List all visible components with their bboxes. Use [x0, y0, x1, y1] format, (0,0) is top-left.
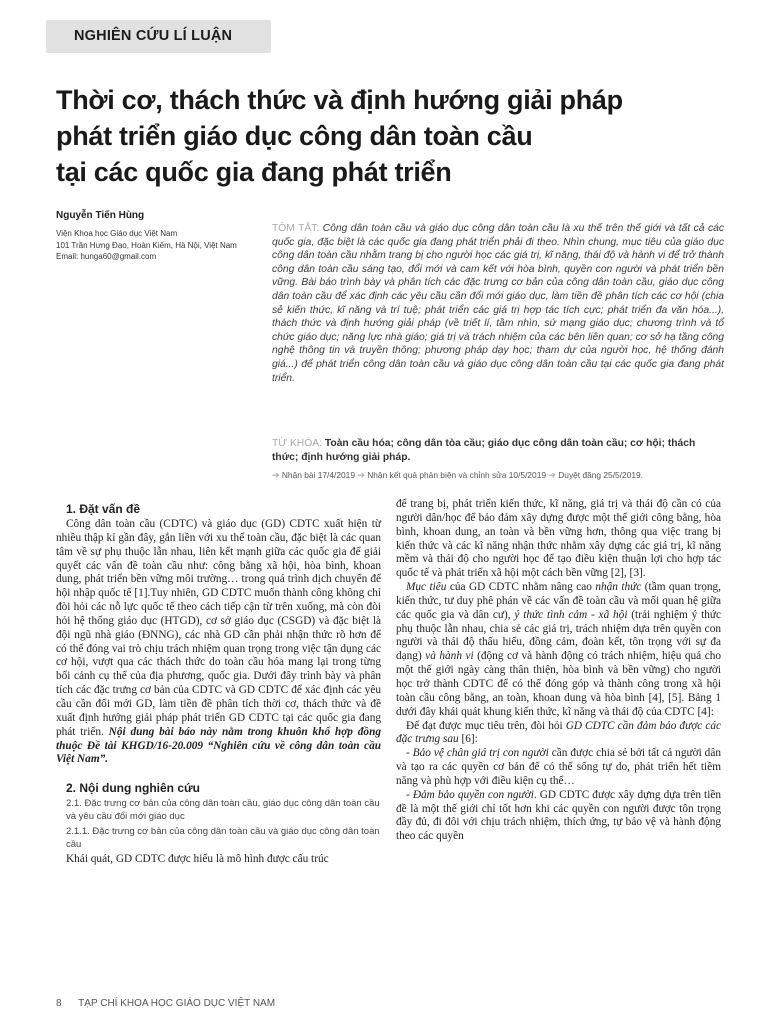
- article-title: [56, 82, 736, 190]
- term-socio-emotional: ý thức tình cảm - xã hội: [514, 608, 628, 621]
- bullet-dash: -: [406, 788, 413, 801]
- section-tag: [46, 20, 271, 53]
- keywords-text: Toàn cầu hóa; công dân tòa cầu; giáo dục công dân toàn cầu; cơ hội; thách thức; định hướng giải pháp.: [272, 438, 696, 463]
- page-number: 8: [56, 998, 62, 1009]
- keywords: [272, 437, 724, 464]
- abstract-text: Công dân toàn cầu và giáo dục công dân toàn cầu là xu thế trên thế giới và tất cả các quốc gia, đặc biệt là các quốc gia đang phát triển phải đi theo. Nhìn chung, mục tiêu của giáo dục công dân toàn cầu nhằm trang bị cho người học các giá trị, kĩ năng, thái độ và hành vi để trở thành công dân toàn cầu sáng tạo, đổi mới và cam kết với hòa bình, quyền con người và phát triển bền vững. Bài báo trình bày và phân tích các đặc trưng cơ bản của công dân toàn cầu, giáo dục công dân toàn cầu để xác định các yêu cầu cần đổi mới giáo dục, làm tiền đề phân tích các cơ hội (chia sẻ kiến thức, kĩ năng và trí tuệ; phát triển các giá trị hợp tác tích cực; phát triển đa văn hóa...), thách thức và định hướng giải pháp (về triết lí, tầm nhìn, sứ mạng giáo dục; chương trình và tổ chức giáo dục; năng lực nhà giáo; giá trị và trách nhiệm của các bên liên quan; cơ sở hạ tầng công nghệ thông tin và truyền thông; phương pháp dạy học; tham dự của người học, hệ thống đánh giá...) để phát triển công dân toàn cầu và giáo dục công dân toàn cầu tại các quốc gia đang phát triển.: [272, 223, 724, 384]
- title-line-1: Thời cơ, thách thức và định hướng giải pháp: [56, 85, 623, 115]
- subsection-heading-2-1-1: 2.1.1. Đặc trưng cơ bản của công dân toàn cầu và giáo dục công dân toàn cầu: [66, 826, 380, 851]
- page-footer: [56, 998, 275, 1009]
- subsection-heading-2-1: 2.1. Đặc trưng cơ bản của công dân toàn cầu, giáo dục công dân toàn cầu và yêu cầu đổi mới giáo dục: [66, 798, 380, 823]
- author-affiliation-block: [56, 228, 256, 263]
- date-accepted: Duyệt đăng 25/5/2019.: [558, 470, 643, 480]
- journal-name: TẠP CHÍ KHOA HỌC GIÁO DỤC VIỆT NAM: [78, 998, 276, 1009]
- title-line-2: phát triển giáo dục công dân toàn cầu: [56, 121, 533, 151]
- abstract-label: TÓM TẮT:: [272, 223, 320, 234]
- term-objective: Mục tiêu: [406, 581, 447, 594]
- author-affiliation: Viện Khoa học Giáo dục Việt Nam: [56, 229, 178, 238]
- article-dates: [272, 470, 732, 481]
- term-human-rights: Đảm bảo quyền con người: [412, 788, 534, 801]
- bullet-dash: -: [406, 747, 413, 760]
- body-column-left: [56, 502, 381, 867]
- term-human-values: Bảo vệ chân giá trị con người: [412, 747, 549, 760]
- author-email: Email: hunga60@gmail.com: [56, 252, 157, 261]
- paragraph-r1: để trang bị, phát triển kiến thức, kĩ năng, giá trị và thái độ cần có của người dân/học để bảo đảm xây dựng được một thế giới công bằng, hòa bình, khoan dung, an toàn và bền vững hơn, thông qua việc trang bị kiến thức và các kĩ năng nhận thức nhằm xây dựng các giá trị, kĩ năng mềm và thái độ cho người học để tạo điều kiện thuận lợi cho hợp tác quốc tế và phát triển xã hội một cách bền vững [2], [3].: [396, 498, 721, 580]
- abstract: [272, 222, 724, 385]
- date-reviewed: Nhận kết quả phản biện và chỉnh sửa 10/5/2019: [367, 470, 547, 480]
- funding-note: Nội dung bài báo này nằm trong khuôn khổ hợp đồng thuộc Đề tài KHGD/16-20.009 “Nghiên cứu về công dân toàn cầu Việt Nam”.: [56, 725, 381, 766]
- paragraph-r5-text: . GD CDTC được xây dựng dựa trên tiền đề là một thế giới chỉ tốt hơn khi các quyền con người được tôn trọng đầy đủ, đi đôi với chịu trách nhiệm, thích ứng, tự bảo vệ và hành động theo các quyền: [396, 788, 722, 843]
- paragraph-r3: [396, 720, 721, 748]
- section-tag-label: NGHIÊN CỨU LÍ LUẬN: [74, 28, 233, 44]
- term-awareness: nhận thức: [595, 581, 642, 594]
- section-heading-1: 1. Đặt vấn đề: [66, 502, 141, 516]
- paragraph-r4: [396, 747, 721, 789]
- paragraph-r2-text-2: (tầm quan trọng, kiến thức, tư duy phê phán về các vấn đề toàn cầu và mối quan hệ giữa các quốc gia và dân cư),: [396, 581, 721, 621]
- keywords-label: TỪ KHÓA:: [272, 438, 322, 449]
- term-behaviour: và hành vi: [425, 650, 474, 663]
- term-requirements: GD CDTC cần đảm bảo được các đặc trưng sau: [396, 719, 722, 746]
- arrow-right-icon: ➔: [272, 470, 280, 480]
- paragraph-r5: [396, 789, 721, 844]
- paragraph-r2-text-4: (động cơ và hành động có trách nhiệm, hiệu quả cho một thế giới ngày càng thân thiện, hòa bình và bền vững) cho người học trở thành CDTC để có thể đóng góp và thành công trong xã hội toàn cầu công bằng, an toàn, khoan dung và hòa bình [4], [5]. Bảng 1 dưới đây khái quát khung kiến thức, kĩ năng và thái độ của CDTC [4]:: [396, 650, 722, 718]
- arrow-right-icon: ➔: [548, 470, 556, 480]
- paragraph-r3-text-1: Để đạt được mục tiêu trên, đòi hỏi: [406, 719, 566, 732]
- paragraph-r3-text-2: [6]:: [458, 733, 478, 746]
- paragraph-intro-text: Công dân toàn cầu (CDTC) và giáo dục (GD) CDTC xuất hiện từ nhiều thập kỉ gần đây, gắn liền với xu thế toàn cầu, đặc biệt là các quan tâm về sự phụ thuộc lẫn nhau, liên kết mạnh giữa các quốc gia để giải quyết các vấn đề toàn cầu như: công bằng xã hội, hòa bình, khoan dung, phát triển bền vững môi trường… trong quá trình dịch chuyển để hội nhập quốc tế [1].Tuy nhiên, GD CDTC muốn thành công không chỉ đòi hỏi các nỗ lực quốc tế theo cách tiếp cận từ trên xuống, mà còn đòi hỏi hệ thống giáo dục (HTGD), cơ sở giáo dục (CSGD) và đặc biệt là đội ngũ nhà giáo (ĐNNG), các nhà GD cần phải nhận thức rõ hơn để có thể đóng vai trò chịu trách nhiệm quan trọng trong việc tận dụng các cơ hội, vượt qua các thách thức do toàn cầu hóa mang lại trong từng bối cảnh cụ thể của địa phương, quốc gia. Dưới đây trình bày và phân tích các đặc trưng cơ bản của CDTC và GD CDTC để xác định các yêu cầu cần đổi mới GD, làm tiền đề phân tích thời cơ, thách thức và đề xuất định hướng giải pháp phát triển GD CDTC tại các quốc gia đang phát triển.: [56, 518, 381, 738]
- author-address: 101 Trần Hưng Đạo, Hoàn Kiếm, Hà Nội, Việt Nam: [56, 240, 237, 250]
- title-line-3: tại các quốc gia đang phát triển: [56, 157, 452, 187]
- paragraph-r4-text: cần được chia sẻ bởi tất cả người dân và tạo ra các quyền cơ bản để có thể sống tự do, phát triển hết tiềm năng và phù hợp với điều kiện cụ thể…: [396, 747, 721, 787]
- body-column-right: [396, 498, 721, 844]
- section-heading-2: 2. Nội dung nghiên cứu: [66, 781, 201, 796]
- paragraph-r2: [396, 581, 721, 719]
- paragraph-r2-text-3: (trải nghiệm ý thức phụ thuộc lẫn nhau, chia sẻ các giá trị, trách nhiệm dựa trên quyền con người và thái độ thấu hiểu, đồng cảm, đoàn kết, tôn trọng với sự đa dạng): [396, 608, 721, 663]
- paragraph-r2-text-1: của GD CDTC nhằm nâng cao: [446, 581, 596, 594]
- arrow-right-icon: ➔: [357, 470, 365, 480]
- paragraph-2: Khái quát, GD CDTC được hiểu là mô hình được cấu trúc: [66, 853, 329, 866]
- date-received: Nhận bài 17/4/2019: [281, 470, 355, 480]
- author-name: Nguyễn Tiến Hùng: [56, 210, 145, 221]
- paragraph-intro: [56, 518, 381, 767]
